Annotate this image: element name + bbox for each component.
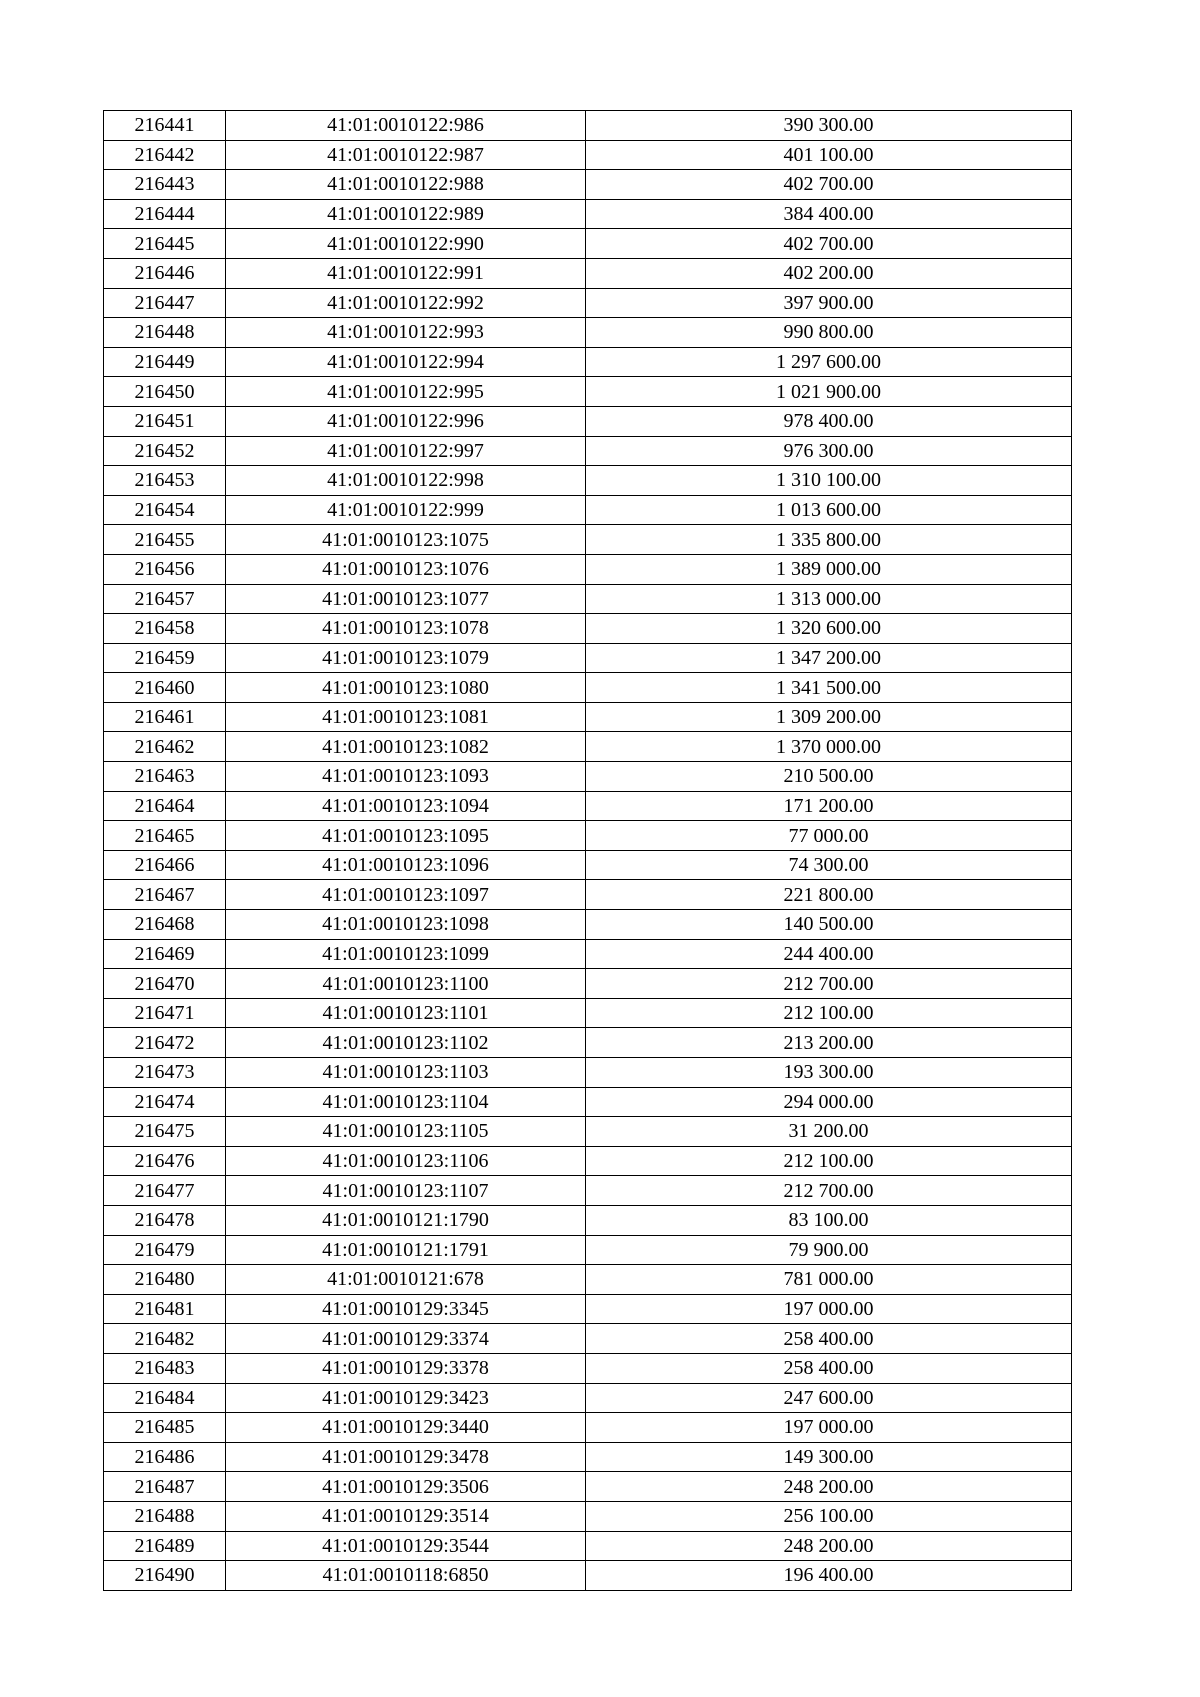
cadastral-value-cell: 1 347 200.00 [586,643,1072,673]
row-number-cell: 216445 [104,229,226,259]
table-row [104,1383,1072,1413]
cadastral-number-cell: 41:01:0010129:3374 [226,1324,586,1354]
row-number-cell: 216448 [104,318,226,348]
cadastral-value-cell: 31 200.00 [586,1117,1072,1147]
cadastral-value-cell: 140 500.00 [586,910,1072,940]
cadastral-number-cell: 41:01:0010123:1096 [226,850,586,880]
cadastral-value-cell: 197 000.00 [586,1413,1072,1443]
cadastral-number-cell: 41:01:0010123:1081 [226,702,586,732]
cadastral-number-cell: 41:01:0010129:3378 [226,1353,586,1383]
row-number-cell: 216479 [104,1235,226,1265]
cadastral-number-cell: 41:01:0010123:1077 [226,584,586,614]
row-number-cell: 216466 [104,850,226,880]
row-number-cell: 216481 [104,1294,226,1324]
table-row [104,1324,1072,1354]
table-row [104,554,1072,584]
cadastral-number-cell: 41:01:0010123:1078 [226,614,586,644]
cadastral-value-cell: 244 400.00 [586,939,1072,969]
table-row [104,643,1072,673]
cadastral-number-cell: 41:01:0010123:1105 [226,1117,586,1147]
cadastral-number-cell: 41:01:0010129:3514 [226,1501,586,1531]
row-number-cell: 216442 [104,140,226,170]
table-row [104,406,1072,436]
row-number-cell: 216469 [104,939,226,969]
cadastral-number-cell: 41:01:0010123:1104 [226,1087,586,1117]
row-number-cell: 216455 [104,525,226,555]
cadastral-value-cell: 171 200.00 [586,791,1072,821]
table-row [104,229,1072,259]
row-number-cell: 216447 [104,288,226,318]
cadastral-number-cell: 41:01:0010122:994 [226,347,586,377]
row-number-cell: 216450 [104,377,226,407]
row-number-cell: 216460 [104,673,226,703]
cadastral-number-cell: 41:01:0010129:3423 [226,1383,586,1413]
row-number-cell: 216484 [104,1383,226,1413]
cadastral-value-cell: 83 100.00 [586,1205,1072,1235]
cadastral-value-cell: 77 000.00 [586,821,1072,851]
cadastral-number-cell: 41:01:0010121:678 [226,1265,586,1295]
row-number-cell: 216444 [104,199,226,229]
row-number-cell: 216462 [104,732,226,762]
table-row [104,939,1072,969]
table-row [104,762,1072,792]
table-row [104,258,1072,288]
cadastral-number-cell: 41:01:0010123:1079 [226,643,586,673]
cadastral-value-cell: 402 200.00 [586,258,1072,288]
cadastral-number-cell: 41:01:0010129:3440 [226,1413,586,1443]
row-number-cell: 216490 [104,1561,226,1591]
cadastral-number-cell: 41:01:0010122:998 [226,466,586,496]
cadastral-number-cell: 41:01:0010123:1082 [226,732,586,762]
cadastral-number-cell: 41:01:0010123:1101 [226,998,586,1028]
cadastral-number-cell: 41:01:0010123:1097 [226,880,586,910]
cadastral-number-cell: 41:01:0010122:992 [226,288,586,318]
cadastral-value-cell: 990 800.00 [586,318,1072,348]
table-row [104,1235,1072,1265]
table-row [104,436,1072,466]
row-number-cell: 216475 [104,1117,226,1147]
row-number-cell: 216477 [104,1176,226,1206]
cadastral-value-cell: 193 300.00 [586,1058,1072,1088]
row-number-cell: 216485 [104,1413,226,1443]
row-number-cell: 216488 [104,1501,226,1531]
row-number-cell: 216463 [104,762,226,792]
table-row [104,702,1072,732]
cadastral-value-cell: 978 400.00 [586,406,1072,436]
cadastral-value-cell: 390 300.00 [586,111,1072,141]
row-number-cell: 216459 [104,643,226,673]
cadastral-number-cell: 41:01:0010122:989 [226,199,586,229]
cadastral-value-cell: 248 200.00 [586,1531,1072,1561]
cadastral-value-cell: 402 700.00 [586,170,1072,200]
cadastral-number-cell: 41:01:0010122:995 [226,377,586,407]
cadastral-value-cell: 384 400.00 [586,199,1072,229]
cadastral-value-cell: 1 309 200.00 [586,702,1072,732]
table-row [104,1353,1072,1383]
cadastral-value-cell: 1 389 000.00 [586,554,1072,584]
cadastral-value-cell: 402 700.00 [586,229,1072,259]
cadastral-value-cell: 74 300.00 [586,850,1072,880]
cadastral-value-cell: 212 700.00 [586,1176,1072,1206]
table-row [104,850,1072,880]
row-number-cell: 216456 [104,554,226,584]
cadastral-number-cell: 41:01:0010121:1791 [226,1235,586,1265]
cadastral-value-cell: 1 341 500.00 [586,673,1072,703]
row-number-cell: 216441 [104,111,226,141]
table-row [104,347,1072,377]
cadastral-value-cell: 248 200.00 [586,1472,1072,1502]
table-row [104,1028,1072,1058]
cadastral-value-cell: 212 100.00 [586,1146,1072,1176]
cadastral-value-cell: 212 100.00 [586,998,1072,1028]
row-number-cell: 216452 [104,436,226,466]
cadastral-value-cell: 258 400.00 [586,1353,1072,1383]
row-number-cell: 216451 [104,406,226,436]
table-row [104,1176,1072,1206]
table-row [104,969,1072,999]
cadastral-number-cell: 41:01:0010123:1094 [226,791,586,821]
cadastral-value-cell: 1 021 900.00 [586,377,1072,407]
cadastral-value-cell: 401 100.00 [586,140,1072,170]
cadastral-number-cell: 41:01:0010123:1080 [226,673,586,703]
table-row [104,1472,1072,1502]
cadastral-value-cell: 210 500.00 [586,762,1072,792]
cadastral-number-cell: 41:01:0010122:996 [226,406,586,436]
table-row [104,495,1072,525]
row-number-cell: 216464 [104,791,226,821]
cadastral-number-cell: 41:01:0010129:3506 [226,1472,586,1502]
cadastral-number-cell: 41:01:0010123:1106 [226,1146,586,1176]
row-number-cell: 216478 [104,1205,226,1235]
row-number-cell: 216465 [104,821,226,851]
row-number-cell: 216476 [104,1146,226,1176]
cadastral-value-cell: 196 400.00 [586,1561,1072,1591]
table-row [104,880,1072,910]
row-number-cell: 216468 [104,910,226,940]
table-row [104,377,1072,407]
cadastral-number-cell: 41:01:0010129:3345 [226,1294,586,1324]
cadastral-value-cell: 79 900.00 [586,1235,1072,1265]
table-row [104,1265,1072,1295]
table-row [104,1413,1072,1443]
cadastral-value-cell: 397 900.00 [586,288,1072,318]
row-number-cell: 216482 [104,1324,226,1354]
cadastral-number-cell: 41:01:0010118:6850 [226,1561,586,1591]
table-row [104,821,1072,851]
cadastral-number-cell: 41:01:0010121:1790 [226,1205,586,1235]
row-number-cell: 216443 [104,170,226,200]
table-row [104,466,1072,496]
table-row [104,1294,1072,1324]
row-number-cell: 216457 [104,584,226,614]
cadastral-value-cell: 1 320 600.00 [586,614,1072,644]
cadastral-value-cell: 247 600.00 [586,1383,1072,1413]
cadastral-value-cell: 212 700.00 [586,969,1072,999]
cadastral-number-cell: 41:01:0010123:1095 [226,821,586,851]
table-row [104,1531,1072,1561]
table-row [104,910,1072,940]
table-row [104,1087,1072,1117]
table-row [104,1146,1072,1176]
cadastral-value-cell: 197 000.00 [586,1294,1072,1324]
row-number-cell: 216449 [104,347,226,377]
table-row [104,732,1072,762]
row-number-cell: 216453 [104,466,226,496]
row-number-cell: 216467 [104,880,226,910]
cadastral-number-cell: 41:01:0010123:1107 [226,1176,586,1206]
table-row [104,614,1072,644]
cadastral-value-cell: 1 013 600.00 [586,495,1072,525]
row-number-cell: 216470 [104,969,226,999]
cadastral-value-table [103,110,1072,1591]
table-row [104,111,1072,141]
cadastral-number-cell: 41:01:0010123:1099 [226,939,586,969]
cadastral-number-cell: 41:01:0010123:1098 [226,910,586,940]
cadastral-value-cell: 1 335 800.00 [586,525,1072,555]
cadastral-value-cell: 1 297 600.00 [586,347,1072,377]
cadastral-number-cell: 41:01:0010122:997 [226,436,586,466]
cadastral-value-cell: 256 100.00 [586,1501,1072,1531]
cadastral-value-cell: 976 300.00 [586,436,1072,466]
cadastral-number-cell: 41:01:0010123:1102 [226,1028,586,1058]
cadastral-value-cell: 294 000.00 [586,1087,1072,1117]
row-number-cell: 216458 [104,614,226,644]
row-number-cell: 216473 [104,1058,226,1088]
cadastral-value-cell: 1 370 000.00 [586,732,1072,762]
table-row [104,1501,1072,1531]
row-number-cell: 216446 [104,258,226,288]
cadastral-number-cell: 41:01:0010122:999 [226,495,586,525]
cadastral-number-cell: 41:01:0010122:988 [226,170,586,200]
row-number-cell: 216489 [104,1531,226,1561]
cadastral-value-cell: 258 400.00 [586,1324,1072,1354]
cadastral-value-cell: 221 800.00 [586,880,1072,910]
cadastral-number-cell: 41:01:0010129:3544 [226,1531,586,1561]
cadastral-value-cell: 1 313 000.00 [586,584,1072,614]
table-row [104,1058,1072,1088]
table-row [104,791,1072,821]
table-row [104,140,1072,170]
row-number-cell: 216486 [104,1442,226,1472]
table-row [104,1117,1072,1147]
table-row [104,199,1072,229]
cadastral-number-cell: 41:01:0010129:3478 [226,1442,586,1472]
cadastral-value-cell: 149 300.00 [586,1442,1072,1472]
cadastral-number-cell: 41:01:0010123:1100 [226,969,586,999]
cadastral-number-cell: 41:01:0010122:993 [226,318,586,348]
table-row [104,998,1072,1028]
cadastral-number-cell: 41:01:0010123:1103 [226,1058,586,1088]
cadastral-number-cell: 41:01:0010123:1076 [226,554,586,584]
cadastral-number-cell: 41:01:0010123:1075 [226,525,586,555]
table-row [104,525,1072,555]
table-row [104,318,1072,348]
table-row [104,1561,1072,1591]
row-number-cell: 216454 [104,495,226,525]
cadastral-number-cell: 41:01:0010122:987 [226,140,586,170]
row-number-cell: 216483 [104,1353,226,1383]
table-row [104,1205,1072,1235]
cadastral-number-cell: 41:01:0010122:991 [226,258,586,288]
cadastral-number-cell: 41:01:0010123:1093 [226,762,586,792]
table-row [104,288,1072,318]
row-number-cell: 216461 [104,702,226,732]
table-row [104,170,1072,200]
row-number-cell: 216487 [104,1472,226,1502]
row-number-cell: 216474 [104,1087,226,1117]
cadastral-value-cell: 1 310 100.00 [586,466,1072,496]
cadastral-value-cell: 213 200.00 [586,1028,1072,1058]
cadastral-value-cell: 781 000.00 [586,1265,1072,1295]
row-number-cell: 216472 [104,1028,226,1058]
table-body [104,111,1072,1591]
cadastral-number-cell: 41:01:0010122:986 [226,111,586,141]
table-row [104,584,1072,614]
table-row [104,673,1072,703]
row-number-cell: 216471 [104,998,226,1028]
cadastral-number-cell: 41:01:0010122:990 [226,229,586,259]
row-number-cell: 216480 [104,1265,226,1295]
table-row [104,1442,1072,1472]
